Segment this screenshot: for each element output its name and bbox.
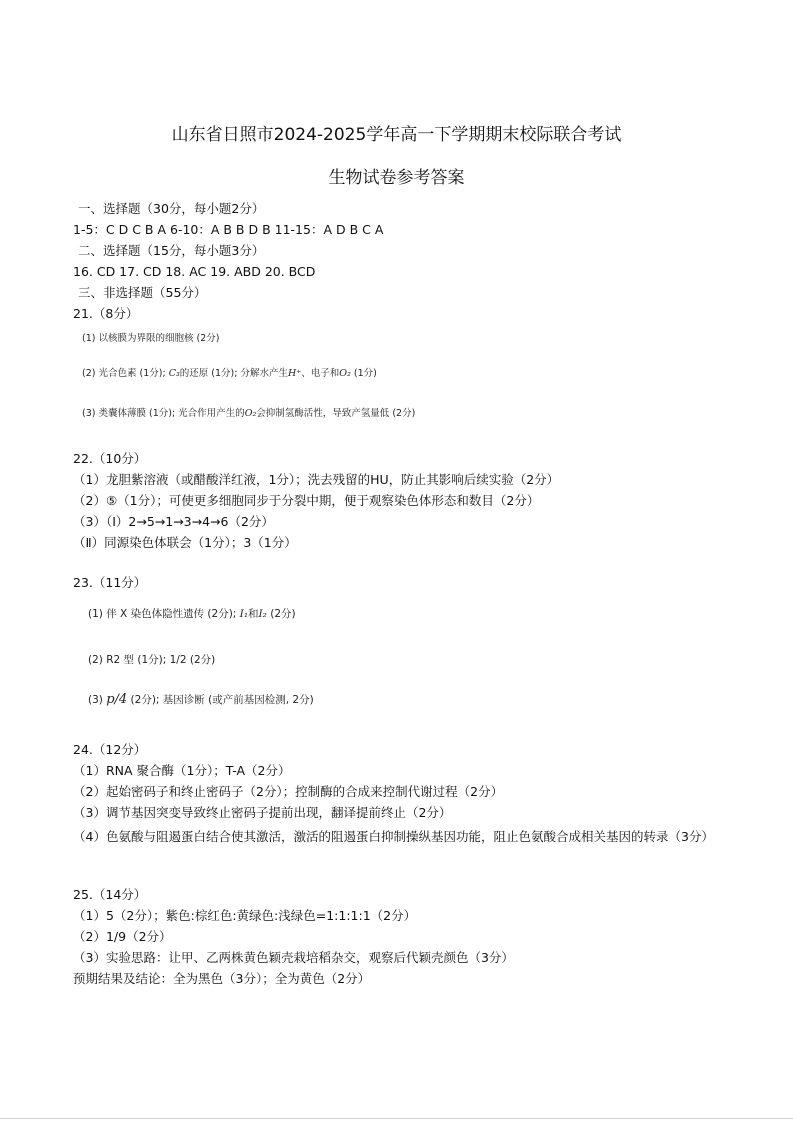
q21-label: 21.（8分） (73, 306, 139, 321)
page-title: 山东省日照市2024-2025学年高一下学期期末校际联合考试 (171, 125, 622, 145)
q24-answer-1: （1）RNA 聚合酶（1分）；T-A（2分） (73, 763, 291, 778)
q24-answer-4: （4）色氨酸与阻遏蛋白结合使其激活，激活的阻遏蛋白抑制操纵基因功能，阻止色氨酸合成相关基因的转录（3分） (73, 829, 714, 844)
q21-a3-text-2: 会抑制氢酶活性，导致产氢量低 (2分) (256, 408, 416, 419)
section1-answers: 1-5：C D C B A 6-10：A B B D B 11-15：A D B C A (73, 222, 384, 237)
q25-label: 25.（14分） (73, 887, 147, 902)
q21-a2-text-4: (1分) (350, 368, 377, 379)
q21-a2-formula-c3: C₃ (168, 368, 180, 379)
q21-answer-1: (1) 以核膜为界限的细胞核 (2分) (82, 333, 220, 344)
page-subtitle: 生物试卷参考答案 (328, 168, 465, 188)
q21-a2-text-2: 的还原 (1分); 分解水产生 (179, 368, 288, 379)
section2-heading: 二、选择题（15分，每小题3分） (78, 243, 265, 258)
q23-a3-text-2: (2分); 基因诊断 (或产前基因检测, 2分) (127, 694, 314, 706)
q23-a1-formula-i2: I₂ (258, 608, 267, 620)
q25-answer-2: （2）1/9（2分） (73, 929, 172, 944)
q21-a2-formula-h: H⁺ (287, 368, 302, 379)
q23-answer-3 (88, 692, 314, 708)
q23-a1-formula-i1: I₁ (239, 608, 249, 620)
q25-answer-3: （3）实验思路：让甲、乙两株黄色颖壳栽培稻杂交，观察后代颖壳颜色（3分） (73, 950, 514, 965)
q21-a3-formula-o2: O₂ (244, 408, 257, 419)
q23-a1-text-2: 和 (248, 608, 259, 620)
q21-a2-text-3: 、电子和 (301, 368, 340, 379)
q21-answer-2 (82, 366, 377, 382)
section1-heading: 一、选择题（30分，每小题2分） (78, 201, 265, 216)
q21-answer-3 (82, 406, 415, 422)
q23-a3-text-1: (3) (88, 694, 107, 706)
q24-label: 24.（12分） (73, 742, 147, 757)
q23-a1-text-3: (2分) (266, 608, 296, 620)
q21-a2-text-1: (2) 光合色素 (1分); (82, 368, 169, 379)
q23-a1-text-1: (1) 伴 X 染色体隐性遗传 (2分); (88, 608, 240, 620)
q21-a3-text-1: (3) 类囊体薄膜 (1分); 光合作用产生的 (82, 408, 245, 419)
q22-answer-4: （Ⅱ）同源染色体联会（1分）；3（1分） (73, 535, 297, 550)
q24-answer-2: （2）起始密码子和终止密码子（2分）；控制酶的合成来控制代谢过程（2分） (73, 784, 504, 799)
q22-label: 22.（10分） (73, 451, 147, 466)
q22-answer-1: （1）龙胆紫溶液（或醋酸洋红液，1分）；洗去残留的HU，防止其影响后续实验（2分） (73, 472, 560, 487)
q22-answer-3: （3）（Ⅰ）2→5→1→3→4→6（2分） (73, 514, 274, 529)
section3-heading: 三、非选择题（55分） (78, 285, 207, 300)
q23-label: 23.（11分） (73, 575, 147, 590)
q24-answer-3: （3）调节基因突变导致终止密码子提前出现，翻译提前终止（2分） (73, 805, 452, 820)
q23-answer-1 (88, 606, 296, 622)
section2-answers: 16. CD 17. CD 18. AC 19. ABD 20. BCD (73, 264, 316, 279)
q25-answer-1: （1）5（2分）；紫色:棕红色:黄绿色:浅绿色=1:1:1:1（2分） (73, 908, 417, 923)
q22-answer-2: （2）⑤（1分）；可使更多细胞同步于分裂中期，便于观察染色体形态和数目（2分） (73, 493, 540, 508)
q21-a2-formula-o2: O₂ (339, 368, 351, 379)
page-bottom-divider (0, 1118, 793, 1119)
q23-a3-formula-p4: p/4 (106, 692, 128, 707)
q23-answer-2: (2) R2 型 (1分); 1/2 (2分) (88, 654, 216, 666)
q25-answer-4: 预期结果及结论：全为黑色（3分）；全为黄色（2分） (73, 971, 371, 986)
